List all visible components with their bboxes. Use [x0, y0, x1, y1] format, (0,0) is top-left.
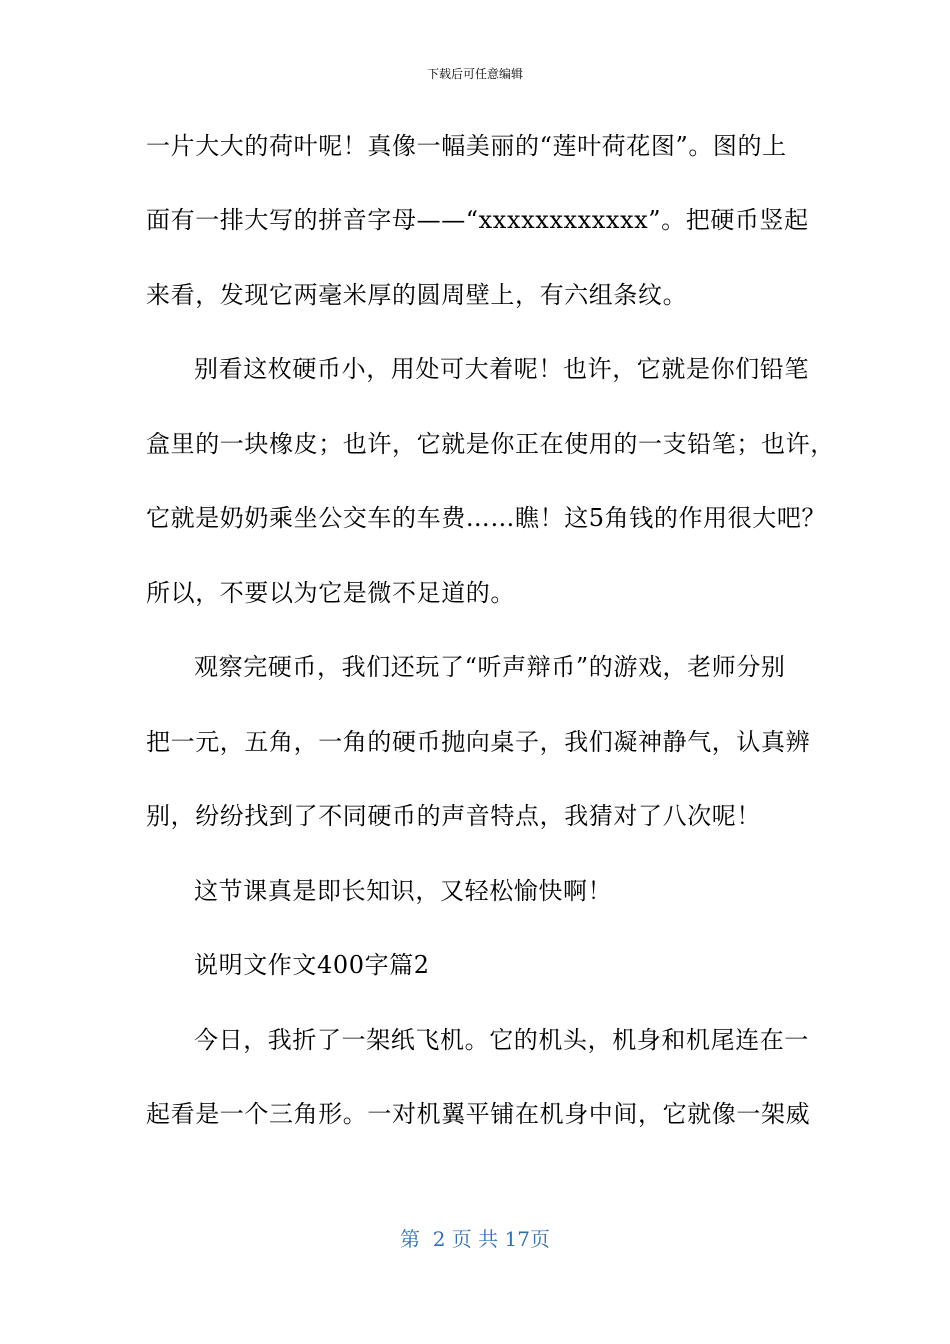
section-heading: 说明文作文400字篇2	[194, 951, 430, 979]
paragraph-line: 今日，我折了一架纸飞机。它的机头，机身和机尾连在一	[194, 1026, 809, 1054]
paragraph-line: 别，纷纷找到了不同硬币的声音特点，我猜对了八次呢！	[146, 802, 761, 830]
page-header: 下载后可任意编辑	[426, 67, 523, 81]
paragraph-line: 盒里的一块橡皮；也许，它就是你正在使用的一支铅笔；也许，	[146, 430, 835, 458]
paragraph-line: 面有一排大写的拼音字母——“xxxxxxxxxxxx”。把硬币竖起	[146, 206, 809, 234]
paragraph-line: 别看这枚硬币小，用处可大着呢！也许，它就是你们铅笔	[194, 355, 809, 383]
paragraph-line: 来看，发现它两毫米厚的圆周壁上，有六组条纹。	[146, 281, 688, 309]
paragraph-line: 起看是一个三角形。一对机翼平铺在机身中间，它就像一架威	[146, 1100, 811, 1128]
paragraph-line: 所以，不要以为它是微不足道的。	[146, 579, 515, 607]
paragraph-line: 一片大大的荷叶呢！真像一幅美丽的“莲叶荷花图”。图的上	[146, 132, 787, 160]
page-number-footer: 第 2 页 共 17页	[400, 1227, 550, 1251]
paragraph-line: 它就是奶奶乘坐公交车的车费……瞧！这5角钱的作用很大吧？	[146, 504, 827, 532]
paragraph-line: 观察完硬币，我们还玩了“听声辩币”的游戏，老师分别	[194, 653, 786, 681]
paragraph-line: 把一元，五角，一角的硬币抛向桌子，我们凝神静气，认真辨	[146, 728, 811, 756]
paragraph-line: 这节课真是即长知识，又轻松愉快啊！	[194, 877, 613, 905]
